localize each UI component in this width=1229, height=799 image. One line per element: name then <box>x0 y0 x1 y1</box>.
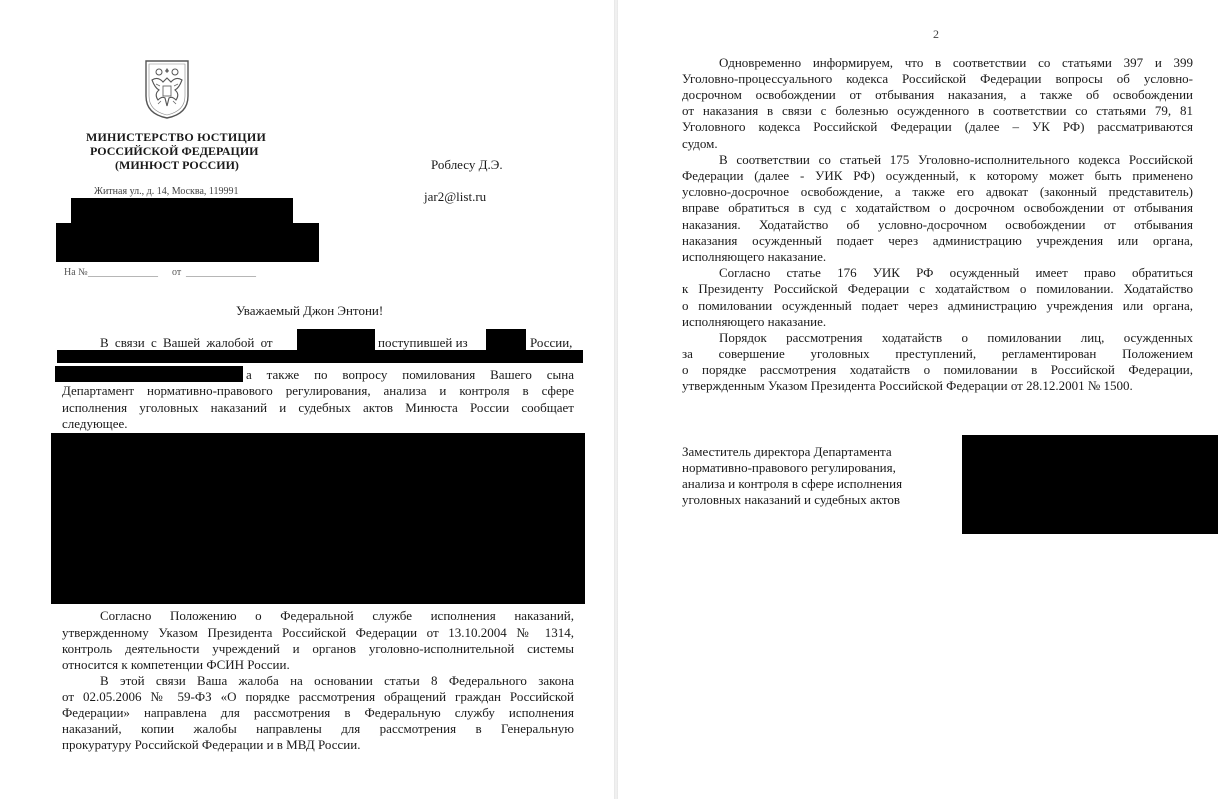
body-text-line: контроль деятельности учреждений и органов уголовно-исполнительной системы <box>62 641 574 656</box>
body-text-line: наказания осужденный подает через администрацию учреждения или органа, <box>682 233 1193 248</box>
body-text-line: Уголовно-процессуального кодекса Российской Федерации вопросы об условно- <box>682 71 1193 86</box>
body-text-line: Федерации (далее - УИК РФ) осужденный, к которому может быть применено <box>682 168 1193 183</box>
reference-date-blank: ______________ <box>186 267 256 278</box>
addressee-email: jar2@list.ru <box>424 189 487 204</box>
greeting: Уважаемый Джон Энтони! <box>236 303 384 318</box>
body-text-line: Порядок рассмотрения ходатайств о помиловании лиц, осужденных <box>719 330 1193 345</box>
redaction-block <box>57 350 583 363</box>
body-text-line: Уголовного кодекса Российской Федерации (далее – УК РФ) рассматриваются <box>682 119 1193 134</box>
body-text-line: Согласно статье 176 УИК РФ осужденный имеет право обратиться <box>719 265 1193 280</box>
reference-date-label: от <box>172 267 182 278</box>
signatory-title-line: нормативно-правового регулирования, <box>682 460 896 475</box>
body-text-line: утвержденному Указом Президента Российской Федерации от 13.10.2004 № 1314, <box>62 625 574 640</box>
body-text-line: от наказания в связи с болезнью осужденного в соответствии со статьями 79, 81 <box>682 103 1193 118</box>
body-text-line: В этой связи Ваша жалоба на основании статьи 8 Федерального закона <box>100 673 574 688</box>
ministry-name-line2: РОССИЙСКОЙ ФЕДЕРАЦИИ <box>90 144 259 158</box>
body-text-line: к Президенту Российской Федерации с ходатайством о помиловании. Ходатайство <box>682 281 1193 296</box>
redaction-block <box>962 435 1218 534</box>
body-text-line: исполнения уголовных наказаний и судебных актов Минюста России сообщает <box>62 400 574 415</box>
body-text-line: о порядке рассмотрения ходатайств о помиловании в Российской Федерации, <box>682 362 1193 377</box>
body-text-line: Департамент нормативно-правового регулирования, анализа и контроля в сфере <box>62 383 574 398</box>
redaction-block <box>486 329 526 350</box>
body-text-line: следующее. <box>62 416 128 431</box>
redaction-block <box>71 198 293 223</box>
reference-number-label: На № <box>64 267 88 278</box>
body-text-line: от 02.05.2006 № 59-ФЗ «О порядке рассмотрения обращений граждан Российской <box>62 689 574 704</box>
ministry-name-line1: МИНИСТЕРСТВО ЮСТИЦИИ <box>86 130 267 144</box>
body-text-line: В соответствии со статьей 175 Уголовно-исполнительного кодекса Российской <box>719 152 1193 167</box>
body-text-line: поступившей из <box>378 335 468 350</box>
body-text-line: за совершение уголовных преступлений, регламентирован Положением <box>682 346 1193 361</box>
body-text-line: наказаний, копии жалобы направлены для рассмотрения в Генеральную <box>62 721 574 736</box>
redaction-block <box>55 366 243 382</box>
page-divider <box>614 0 618 799</box>
body-text-line: исполняющего наказание. <box>682 314 827 329</box>
body-text-line: утвержденным Указом Президента Российской Федерации от 28.12.2001 № 1500. <box>682 378 1133 393</box>
reference-number-blank: ______________ <box>88 267 158 278</box>
body-text-line: судом. <box>682 136 718 151</box>
body-text-line: исполняющего наказание. <box>682 249 827 264</box>
body-text-line: Согласно Положению о Федеральной службе исполнения наказаний, <box>100 608 574 623</box>
body-text-line: прокуратуру Российской Федерации и в МВД России. <box>62 737 361 752</box>
redaction-block <box>56 223 319 262</box>
body-text-line: Одновременно информируем, что в соответствии со статьями 397 и 399 <box>719 55 1193 70</box>
signatory-title-line: уголовных наказаний и судебных актов <box>682 492 901 507</box>
redaction-block <box>297 329 375 350</box>
addressee-name: Роблесу Д.Э. <box>431 157 503 172</box>
body-text-line: относится к компетенции ФСИН России. <box>62 657 290 672</box>
body-text-line: о помиловании осужденный подает через администрацию учреждения или органа, <box>682 298 1193 313</box>
body-text-line: условно-досрочное освобождение, а также его адвокат (законный представитель) <box>682 184 1193 199</box>
signatory-title-line: анализа и контроля в сфере исполнения <box>682 476 903 491</box>
signatory-title-line: Заместитель директора Департамента <box>682 444 892 459</box>
body-text-line: досрочном освобождении от отбывания наказания, а также об освобождении <box>682 87 1193 102</box>
body-text-line: Федерации» направлена для рассмотрения в Федеральную службу исполнения <box>62 705 574 720</box>
ministry-address: Житная ул., д. 14, Москва, 119991 <box>94 186 239 197</box>
body-text-line: вправе обратиться в суд с ходатайством о досрочном освобождении от отбывания <box>682 200 1193 215</box>
body-text-line: а также по вопросу помилования Вашего сына <box>246 367 574 382</box>
body-text-line: В связи с Вашей жалобой от <box>100 335 273 350</box>
coat-of-arms-emblem <box>142 58 192 120</box>
body-text-line: России, <box>530 335 573 350</box>
body-text-line: наказания. Ходатайство об условно-досрочном освобождении от отбывания <box>682 217 1193 232</box>
ministry-name-line3: (МИНЮСТ РОССИИ) <box>115 158 239 172</box>
page-number: 2 <box>933 27 939 41</box>
redaction-block <box>51 433 585 604</box>
